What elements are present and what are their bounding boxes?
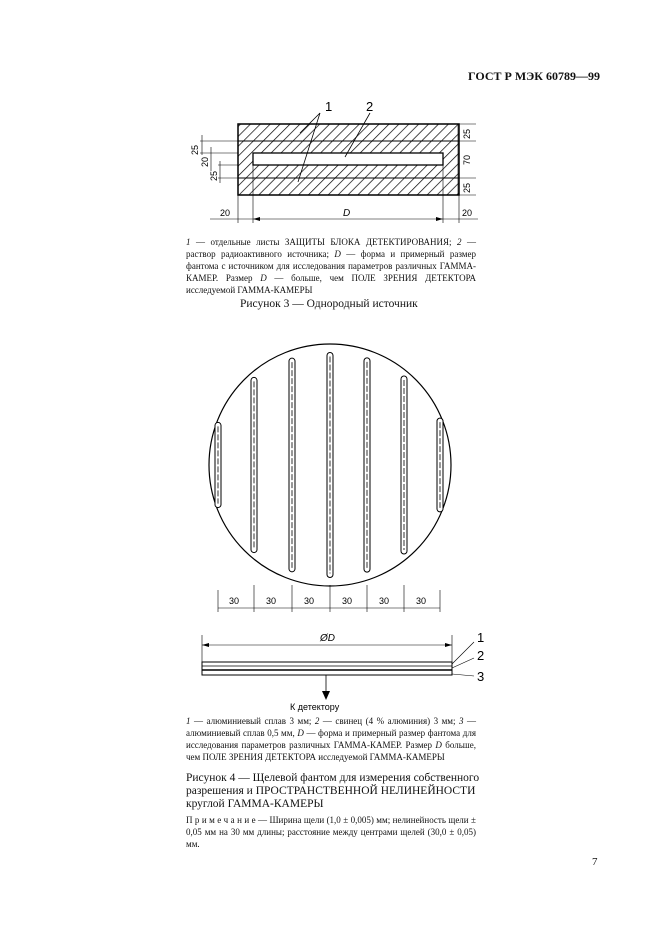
callout-1: 1 [325, 99, 333, 114]
svg-text:30: 30 [266, 596, 277, 606]
svg-text:30: 30 [229, 596, 240, 606]
svg-text:30: 30 [379, 596, 390, 606]
svg-text:ØD: ØD [320, 633, 335, 644]
svg-text:3: 3 [477, 669, 485, 684]
svg-text:30: 30 [342, 596, 353, 606]
figure4-drawing [190, 340, 500, 715]
svg-text:30: 30 [304, 596, 315, 606]
to-detector-label: К детектору [290, 702, 340, 712]
figure3-legend: 1 — отдельные листы ЗАЩИТЫ БЛОКА ДЕТЕКТИРОВАНИЯ; 2 — раствор радиоактивного источника; D — форма и примерный размер фантома с источником для исследования параметров различных ГАММА-КАМЕР. Размер D — больше, чем ПОЛЕ ЗРЕНИЯ ДЕТЕКТОРА исследуемой ГАММА-КАМЕРЫ [186, 237, 477, 295]
slits [215, 352, 443, 577]
document-header: ГОСТ Р МЭК 60789—99 [468, 69, 600, 83]
figure4-note: П р и м е ч а н и е — Ширина щели (1,0 ± 0,005) мм; нелинейность щели ± 0,05 мм на 30 мм длины; расстояние между центрами щелей (30,0 ± 0,05) мм. [186, 815, 476, 849]
layered-plate [202, 662, 452, 675]
svg-text:2: 2 [477, 648, 485, 663]
svg-text:25: 25 [209, 170, 219, 181]
page-number: 7 [592, 856, 598, 868]
figure3-title: Рисунок 3 — Однородный источник [240, 298, 418, 310]
figure4-title: Рисунок 4 — Щелевой фантом для измерения собственного разрешения и ПРОСТРАНСТВЕННОЙ НЕЛИНЕЙНОСТИ круглой ГАММА-КАМЕРЫ [186, 772, 480, 810]
figure4-legend: 1 — алюминиевый сплав 3 мм; 2 — свинец (4 % алюминия) 3 мм; 3 — алюминиевый сплав 0,5 мм, D — форма и примерный размер фантома для исследования параметров различных ГАММА-КАМЕР. Размер D больше, чем ПОЛЕ ЗРЕНИЯ ДЕТЕКТОРА исследуемой ГАММА-КАМЕРЫ [186, 716, 477, 762]
svg-text:20: 20 [200, 156, 210, 167]
svg-text:D: D [343, 208, 351, 219]
svg-text:70: 70 [462, 154, 472, 165]
svg-text:30: 30 [416, 596, 427, 606]
svg-text:20: 20 [462, 208, 473, 218]
svg-text:1: 1 [477, 630, 485, 645]
figure3-drawing [180, 95, 480, 230]
svg-text:25: 25 [190, 144, 200, 155]
svg-text:25: 25 [462, 182, 472, 193]
source-solution-slot [253, 153, 443, 165]
callout-2: 2 [366, 99, 374, 114]
svg-text:20: 20 [220, 208, 231, 218]
svg-text:25: 25 [462, 128, 472, 139]
